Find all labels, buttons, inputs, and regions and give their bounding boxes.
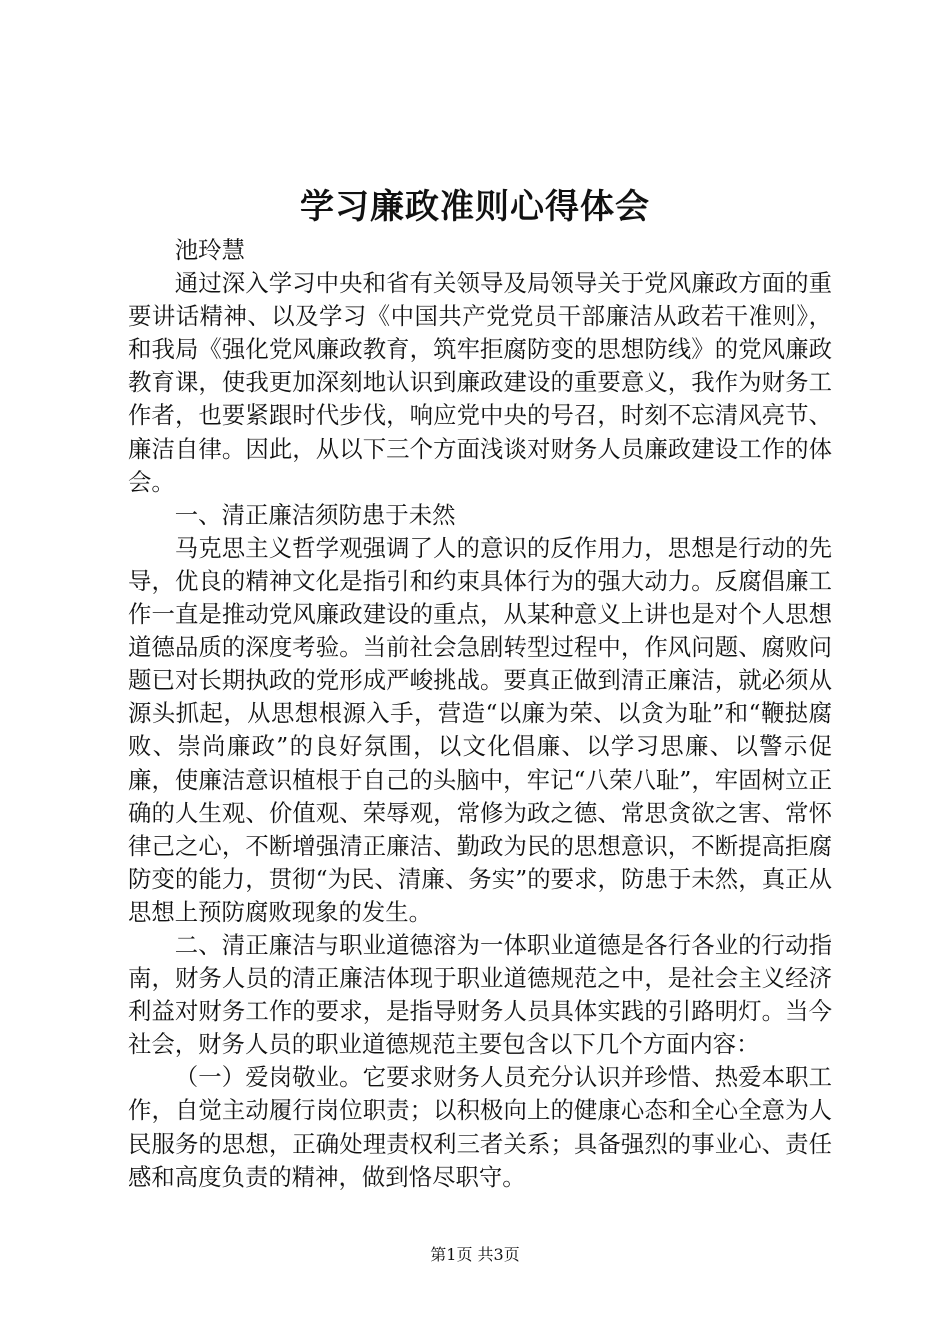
paragraph-intro: 通过深入学习中央和省有关领导及局领导关于党风廉政方面的重要讲话精神、以及学习《中国共产党党员干部廉洁从政若干准则》，和我局《强化党风廉政教育，筑牢拒腐防变的思想防线》的党风廉政教育课，使我更加深刻地认识到廉政建设的重要意义，我作为财务工作者，也要紧跟时代步伐，响应党中央的号召，时刻不忘清风亮节、廉洁自律。因此，从以下三个方面浅谈对财务人员廉政建设工作的体会。 bbox=[128, 269, 832, 496]
document-body bbox=[128, 234, 832, 1194]
section-heading-1: 一、清正廉洁须防患于未然 bbox=[174, 500, 456, 529]
paragraph-item-1: （一）爱岗敬业。它要求财务人员充分认识并珍惜、热爱本职工作，自觉主动履行岗位职责；以积极向上的健康心态和全心全意为人民服务的思想，正确处理责权利三者关系；具备强烈的事业心、责任感和高度负责的精神，做到恪尽职守。 bbox=[128, 1063, 832, 1191]
paragraph-section-1: 马克思主义哲学观强调了人的意识的反作用力，思想是行动的先导，优良的精神文化是指引和约束具体行为的强大动力。反腐倡廉工作一直是推动党风廉政建设的重点，从某种意义上讲也是对个人思想道德品质的深度考验。当前社会急剧转型过程中，作风问题、腐败问题已对长期执政的党形成严峻挑战。要真正做到清正廉洁，就必须从源头抓起，从思想根源入手，营造“以廉为荣、以贪为耻”和“鞭挞腐败、崇尚廉政”的良好氛围，以文化倡廉、以学习思廉、以警示促廉，使廉洁意识植根于自己的头脑中，牢记“八荣八耻”，牢固树立正确的人生观、价值观、荣辱观，常修为政之德、常思贪欲之害、常怀律己之心，不断增强清正廉洁、勤政为民的思想意识，不断提高拒腐防变的能力，贯彻“为民、清廉、务实”的要求，防患于未然，真正从思想上预防腐败现象的发生。 bbox=[128, 533, 832, 926]
paragraph-section-2: 二、清正廉洁与职业道德溶为一体职业道德是各行各业的行动指南，财务人员的清正廉洁体现于职业道德规范之中，是社会主义经济利益对财务工作的要求，是指导财务人员具体实践的引路明灯。当今社会，财务人员的职业道德规范主要包含以下几个方面内容： bbox=[128, 930, 832, 1059]
page-footer: 第1页 共3页 bbox=[430, 1245, 520, 1264]
author-line: 池玲慧 bbox=[174, 236, 245, 264]
document-title: 学习廉政准则心得体会 bbox=[300, 187, 650, 227]
